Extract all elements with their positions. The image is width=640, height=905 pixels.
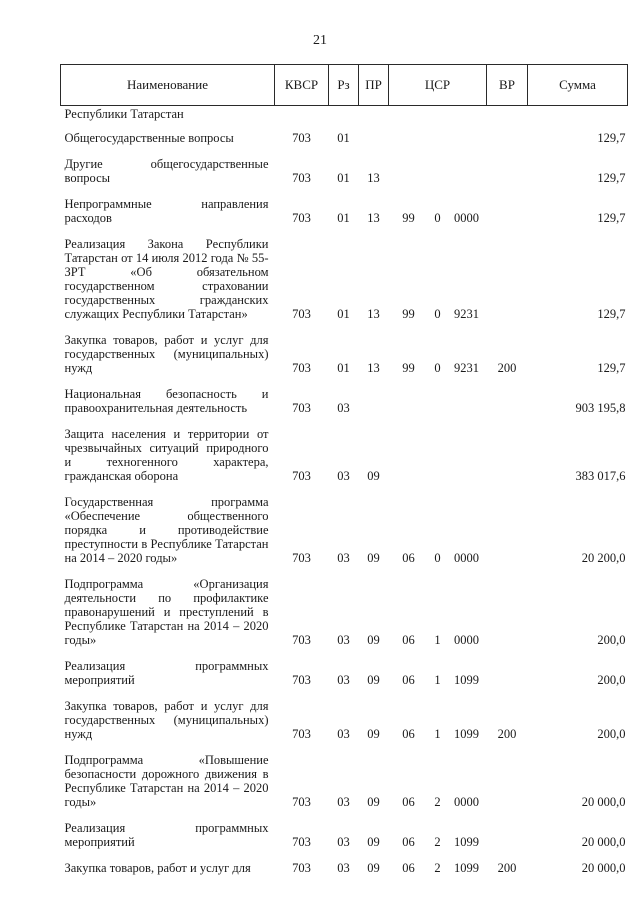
cell-csr-subprogram: 1 [434, 633, 441, 647]
table-row [61, 377, 628, 417]
cell-name: Закупка товаров, работ и услуг для государственных (муниципальных) нужд [64, 699, 269, 741]
cell-vr [487, 227, 528, 323]
cell-csr-subprogram: 1 [434, 727, 441, 741]
cell-csr-direction [447, 106, 487, 122]
cell-pr: 09 [367, 633, 380, 647]
cell-csr-subprogram [429, 377, 447, 417]
cell-csr-subprogram [429, 106, 447, 122]
cell-sum: 129,7 [597, 211, 626, 225]
cell-kvsr: 703 [292, 835, 311, 849]
cell-kvsr: 703 [292, 401, 311, 415]
cell-csr-subprogram: 0 [434, 551, 441, 565]
cell-csr-program: 06 [402, 795, 415, 809]
cell-rz: 03 [337, 633, 350, 647]
cell-name: Подпрограмма «Организация деятельности по профилактике правонарушений и преступлений в Республике Татарстан на 2014 – 2020 годы» [64, 577, 269, 647]
cell-csr-direction [447, 147, 487, 187]
cell-rz: 01 [337, 307, 350, 321]
cell-csr-direction: 1099 [454, 835, 479, 849]
cell-name: Реализация программных мероприятий [64, 821, 269, 849]
cell-csr-subprogram: 2 [434, 835, 441, 849]
table-row [61, 689, 628, 743]
cell-name: Реализация Закона Республики Татарстан от 14 июля 2012 года № 55-ЗРТ «Об обязательном государственном страховании государственных гражданских служащих Республики Татарстан» [64, 237, 269, 321]
cell-csr-subprogram [429, 147, 447, 187]
cell-csr-direction: 0000 [454, 551, 479, 565]
cell-csr-program: 06 [402, 727, 415, 741]
cell-kvsr: 703 [292, 727, 311, 741]
cell-pr: 09 [367, 469, 380, 483]
header-name: Наименование [61, 65, 275, 106]
cell-csr-subprogram: 0 [434, 211, 441, 225]
cell-pr: 13 [367, 171, 380, 185]
table-row [61, 485, 628, 567]
table-row [61, 106, 628, 122]
cell-csr-subprogram [429, 417, 447, 485]
cell-kvsr: 703 [292, 673, 311, 687]
cell-vr [487, 811, 528, 851]
header-vr: ВР [487, 65, 528, 106]
budget-table [60, 64, 628, 877]
cell-csr-direction: 0000 [454, 633, 479, 647]
cell-csr-program: 99 [402, 211, 415, 225]
cell-csr-direction [447, 377, 487, 417]
cell-kvsr: 703 [292, 307, 311, 321]
header-kvsr: КВСР [275, 65, 329, 106]
table-row [61, 743, 628, 811]
cell-rz [329, 106, 359, 122]
cell-sum: 20 000,0 [581, 795, 626, 809]
header-sum: Сумма [528, 65, 628, 106]
cell-kvsr: 703 [292, 861, 311, 875]
cell-vr: 200 [497, 861, 517, 875]
cell-kvsr [275, 106, 329, 122]
cell-name: Общегосударственные вопросы [64, 131, 234, 145]
cell-vr [487, 147, 528, 187]
cell-csr-direction: 9231 [454, 361, 479, 375]
cell-csr-program: 06 [402, 835, 415, 849]
cell-vr [487, 485, 528, 567]
cell-csr-subprogram: 0 [434, 361, 441, 375]
header-pr: ПР [359, 65, 389, 106]
cell-pr: 09 [367, 795, 380, 809]
table-body [61, 106, 628, 878]
cell-rz: 01 [337, 361, 350, 375]
cell-sum: 20 000,0 [581, 861, 626, 875]
header-csr: ЦСР [389, 65, 487, 106]
cell-name: Национальная безопасность и правоохранительная деятельность [64, 387, 269, 415]
cell-csr-subprogram: 0 [434, 307, 441, 321]
cell-csr-direction: 1099 [454, 727, 479, 741]
cell-name: Закупка товаров, работ и услуг для государственных (муниципальных) нужд [64, 333, 269, 375]
cell-csr-program: 06 [402, 551, 415, 565]
table-row [61, 227, 628, 323]
table-row [61, 851, 628, 877]
cell-name: Другие общегосударственные вопросы [64, 157, 269, 185]
cell-pr [359, 377, 389, 417]
cell-rz: 03 [337, 727, 350, 741]
cell-name: Непрограммные направления расходов [64, 197, 269, 225]
cell-rz: 03 [337, 551, 350, 565]
cell-kvsr: 703 [292, 469, 311, 483]
cell-pr: 09 [367, 551, 380, 565]
cell-rz: 01 [337, 211, 350, 225]
cell-rz: 03 [337, 673, 350, 687]
cell-kvsr: 703 [292, 131, 311, 145]
table-row [61, 649, 628, 689]
cell-csr-subprogram: 2 [434, 795, 441, 809]
cell-csr-program [389, 417, 429, 485]
cell-sum: 129,7 [597, 307, 626, 321]
cell-rz: 03 [337, 401, 350, 415]
cell-rz: 01 [337, 131, 350, 145]
cell-vr [487, 567, 528, 649]
cell-rz: 03 [337, 469, 350, 483]
cell-csr-program: 06 [402, 861, 415, 875]
cell-csr-program: 99 [402, 361, 415, 375]
cell-csr-program [389, 147, 429, 187]
cell-csr-direction: 1099 [454, 861, 479, 875]
cell-name: Защита населения и территории от чрезвычайных ситуаций природного и техногенного характера, гражданская оборона [64, 427, 269, 483]
cell-vr [487, 743, 528, 811]
cell-csr-program [389, 106, 429, 122]
cell-vr [487, 377, 528, 417]
cell-kvsr: 703 [292, 551, 311, 565]
table-row [61, 323, 628, 377]
cell-name: Подпрограмма «Повышение безопасности дорожного движения в Республике Татарстан на 2014 – 2020 годы» [64, 753, 269, 809]
cell-pr: 13 [367, 211, 380, 225]
table-row [61, 811, 628, 851]
cell-sum: 129,7 [597, 361, 626, 375]
cell-kvsr: 703 [292, 633, 311, 647]
cell-csr-program: 99 [402, 307, 415, 321]
cell-name: Закупка товаров, работ и услуг для [64, 861, 251, 875]
table-row [61, 417, 628, 485]
cell-pr: 13 [367, 361, 380, 375]
cell-pr [359, 121, 389, 147]
cell-csr-subprogram: 1 [434, 673, 441, 687]
cell-pr: 09 [367, 727, 380, 741]
cell-rz: 03 [337, 835, 350, 849]
cell-vr: 200 [497, 727, 517, 741]
cell-pr: 13 [367, 307, 380, 321]
table-row [61, 187, 628, 227]
table-row [61, 121, 628, 147]
cell-kvsr: 703 [292, 211, 311, 225]
cell-vr [487, 187, 528, 227]
cell-csr-direction: 0000 [454, 211, 479, 225]
cell-pr: 09 [367, 835, 380, 849]
cell-sum: 200,0 [597, 727, 626, 741]
cell-vr [487, 106, 528, 122]
cell-csr-direction [447, 121, 487, 147]
cell-csr-program [389, 121, 429, 147]
cell-rz: 03 [337, 795, 350, 809]
cell-sum: 20 000,0 [581, 835, 626, 849]
table-row [61, 147, 628, 187]
table-row [61, 567, 628, 649]
cell-vr: 200 [497, 361, 517, 375]
cell-name: Государственная программа «Обеспечение общественного порядка и противодействие преступности в Республике Татарстан на 2014 – 2020 годы» [64, 495, 269, 565]
cell-sum: 129,7 [597, 171, 626, 185]
header-rz: Рз [329, 65, 359, 106]
cell-kvsr: 703 [292, 361, 311, 375]
cell-vr [487, 649, 528, 689]
cell-kvsr: 703 [292, 795, 311, 809]
cell-csr-subprogram [429, 121, 447, 147]
cell-rz: 01 [337, 171, 350, 185]
cell-csr-program [389, 377, 429, 417]
cell-pr: 09 [367, 861, 380, 875]
cell-pr [359, 106, 389, 122]
cell-csr-subprogram: 2 [434, 861, 441, 875]
cell-csr-direction [447, 417, 487, 485]
cell-sum: 200,0 [597, 633, 626, 647]
cell-vr [487, 121, 528, 147]
cell-sum: 903 195,8 [575, 401, 626, 415]
cell-vr [487, 417, 528, 485]
cell-rz: 03 [337, 861, 350, 875]
cell-pr: 09 [367, 673, 380, 687]
cell-csr-direction: 1099 [454, 673, 479, 687]
cell-csr-program: 06 [402, 673, 415, 687]
cell-name: Реализация программных мероприятий [64, 659, 269, 687]
cell-sum [528, 106, 628, 122]
cell-sum: 129,7 [597, 131, 626, 145]
cell-csr-program: 06 [402, 633, 415, 647]
cell-name: Республики Татарстан [64, 107, 184, 121]
cell-sum: 20 200,0 [581, 551, 626, 565]
page-number: 21 [313, 33, 327, 48]
cell-sum: 383 017,6 [575, 469, 626, 483]
cell-kvsr: 703 [292, 171, 311, 185]
table-header-row [61, 65, 628, 106]
cell-csr-direction: 0000 [454, 795, 479, 809]
cell-csr-direction: 9231 [454, 307, 479, 321]
cell-sum: 200,0 [597, 673, 626, 687]
